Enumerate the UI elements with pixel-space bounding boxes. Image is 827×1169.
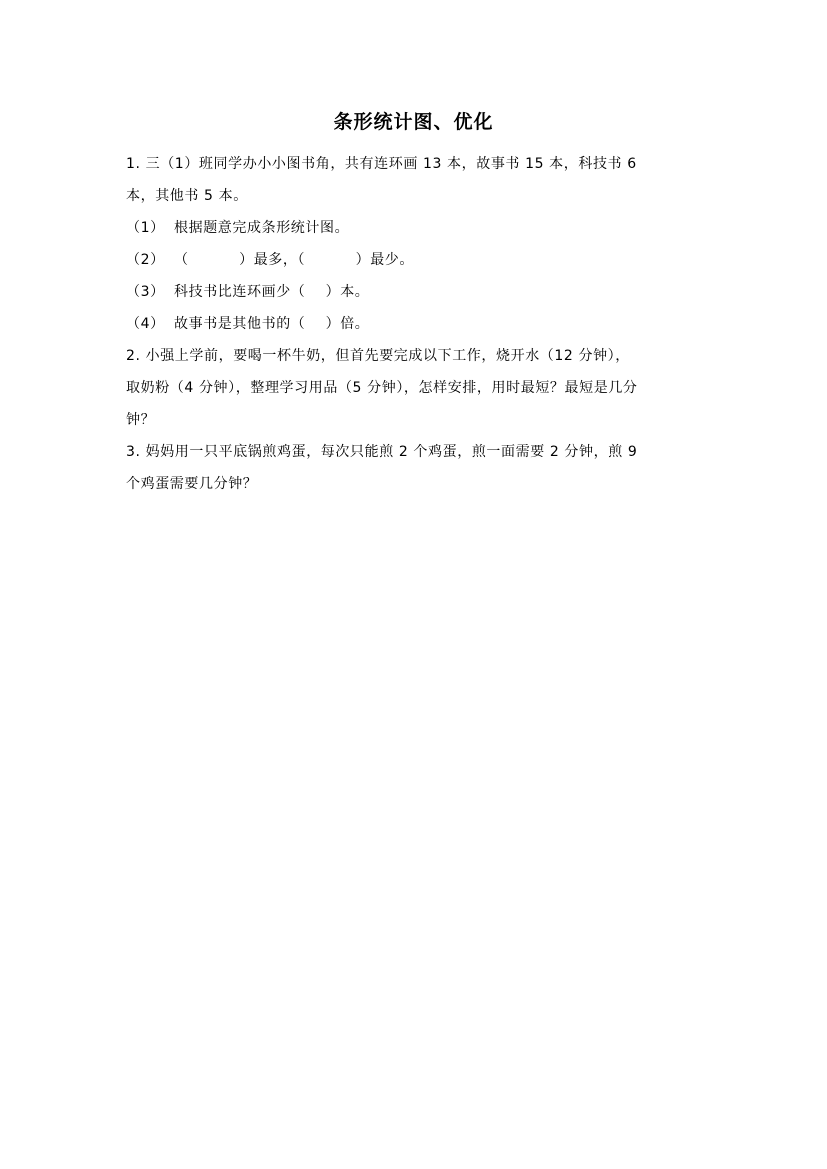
question-1-sub-1 bbox=[126, 212, 706, 244]
question-1-sub-2 bbox=[126, 244, 706, 276]
question-1-sub-3 bbox=[126, 276, 706, 308]
question-1-line-1: 1. 三（1）班同学办小小图书角，共有连环画 13 本，故事书 15 本，科技书 6 bbox=[126, 156, 637, 172]
sub-question-text: 故事书是其他书的（ ）倍。 bbox=[174, 316, 370, 332]
question-1-sub-4 bbox=[126, 308, 706, 340]
question-3 bbox=[126, 436, 706, 500]
sub-question-number: （2） bbox=[126, 252, 165, 268]
page-title: 条形统计图、优化 bbox=[333, 111, 494, 133]
document-body bbox=[126, 148, 706, 500]
sub-question-text: （ ）最多，（ ）最少。 bbox=[174, 252, 415, 268]
question-2-line-3: 钟？ bbox=[126, 412, 156, 428]
question-1-line-2: 本，其他书 5 本。 bbox=[126, 188, 248, 204]
question-2 bbox=[126, 340, 706, 436]
sub-question-number: （4） bbox=[126, 316, 165, 332]
question-2-line-1: 2. 小强上学前，要喝一杯牛奶，但首先要完成以下工作，烧开水（12 分钟）， bbox=[126, 348, 630, 364]
sub-question-text: 根据题意完成条形统计图。 bbox=[174, 220, 350, 236]
sub-question-number: （1） bbox=[126, 220, 165, 236]
question-2-line-2: 取奶粉（4 分钟），整理学习用品（5 分钟），怎样安排，用时最短？最短是几分 bbox=[126, 380, 638, 396]
question-1 bbox=[126, 148, 706, 340]
question-3-line-1: 3. 妈妈用一只平底锅煎鸡蛋，每次只能煎 2 个鸡蛋，煎一面需要 2 分钟，煎 9 bbox=[126, 444, 638, 460]
sub-question-number: （3） bbox=[126, 284, 165, 300]
question-3-line-2: 个鸡蛋需要几分钟？ bbox=[126, 476, 258, 492]
sub-question-text: 科技书比连环画少（ ）本。 bbox=[174, 284, 370, 300]
